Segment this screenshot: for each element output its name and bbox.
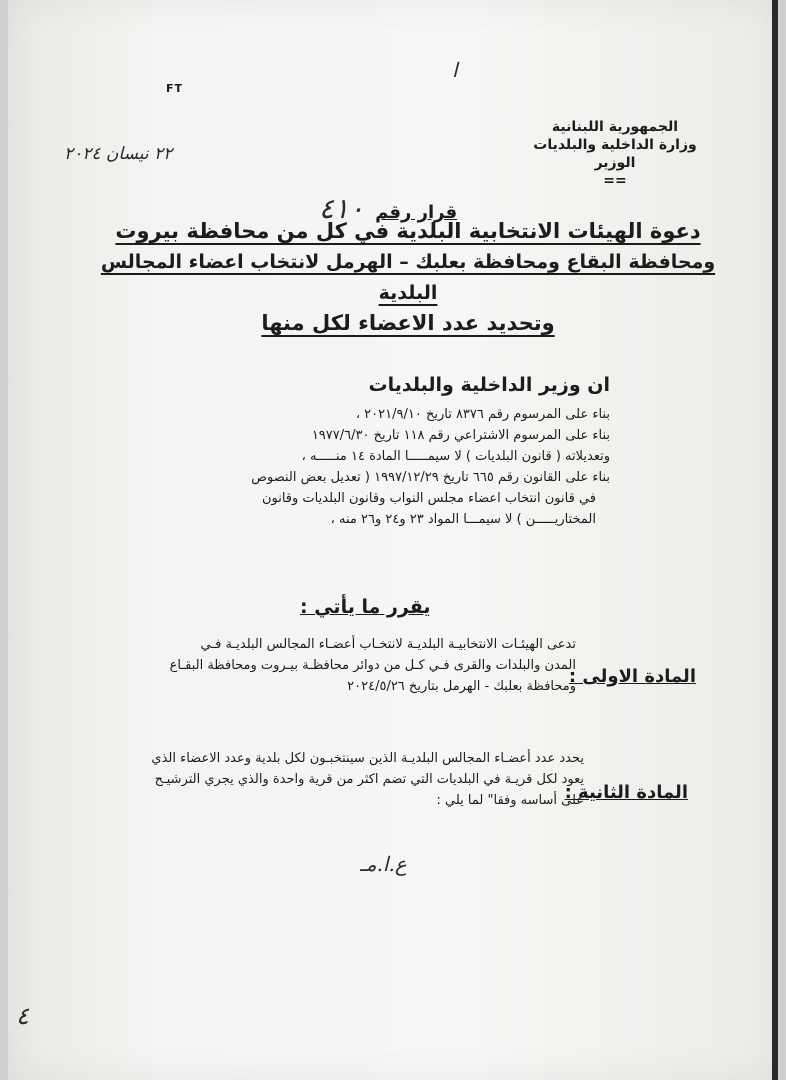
letterhead-republic: الجمهورية اللبنانية: [551, 119, 679, 135]
letterhead-minister: الوزير: [594, 155, 636, 171]
document-page: [8, 0, 778, 1080]
letterhead-divider: ==: [603, 173, 627, 189]
letterhead: [530, 118, 700, 190]
page-edge-shadow: [772, 0, 778, 1080]
decision-title: [88, 216, 728, 338]
handwritten-date: ٢٢ نيسان ٢٠٢٤: [64, 144, 173, 164]
preamble-line: المختاريـــــن ) لا سيمـــا المواد ٢٣ و٢٤ و٢٦ منه ،: [330, 512, 596, 527]
title-line-1: دعوة الهيئات الانتخابية البلدية في كل من محافظة بيروت: [115, 219, 701, 243]
preamble-line: بناء على القانون رقم ٦٦٥ تاريخ ١٩٩٧/١٢/٢٩ ( تعديل بعض النصوص: [251, 470, 610, 485]
article-1-line: المدن والبلدات والقرى فـي كـل من دوائر محافظـة بيـروت ومحافظة البقـاع: [169, 658, 576, 673]
preamble-line: بناء على المرسوم الاشتراعي رقم ١١٨ تاريخ ١٩٧٧/٦/٣٠: [311, 428, 610, 443]
article-2-label: المادة الثانية :: [564, 782, 688, 803]
article-2-text: [48, 748, 584, 811]
title-line-2: ومحافظة البقاع ومحافظة بعلبك – الهرمل لانتخاب اعضاء المجالس البلدية: [100, 251, 716, 304]
article-1-text: [56, 634, 576, 697]
preamble: [160, 404, 610, 530]
decision-label: قرار رقم: [375, 202, 458, 223]
preamble-line: في قانون انتخاب اعضاء مجلس النواب وقانون البلديات وقانون: [261, 491, 596, 506]
article-2-line: يحدد عدد أعضـاء المجالس البلديـة الذين سينتخبـون لكل بلدية وعدد الاعضاء الذي: [151, 751, 584, 766]
title-line-3: وتحديد عدد الاعضاء لكل منها: [261, 311, 555, 335]
handwritten-page-mark: ٤: [16, 1002, 29, 1030]
article-1-label: المادة الاولى :: [568, 666, 696, 687]
article-1-line: تدعى الهيئـات الانتخابيـة البلديـة لانتخـاب أعضـاء المجالس البلديـة فـي: [200, 637, 576, 652]
reference-code: FT: [166, 82, 184, 95]
preamble-line: وتعديلاته ( قانون البلديات ) لا سيمـــــا المادة ١٤ منـــــه ،: [301, 449, 610, 464]
top-pen-mark: ا: [452, 58, 458, 82]
article-2-line: على أساسه وفقا" لما يلي :: [436, 793, 584, 808]
minister-heading: ان وزير الداخلية والبلديات: [368, 374, 610, 396]
article-2-line: يعود لكل قريـة في البلديات التي تضم اكثر من قرية واحدة والذي يجري الترشيـح: [154, 772, 584, 787]
article-1-line: ومحافظة بعلبك - الهرمل بتاريخ ٢٠٢٤/٥/٢٦: [347, 679, 576, 694]
decides-heading: يقرر ما يأتي :: [300, 596, 431, 618]
preamble-line: بناء على المرسوم رقم ٨٣٧٦ تاريخ ٢٠٢١/٩/١٠ ،: [355, 407, 610, 422]
handwritten-initials: ع.ا.مـ: [360, 852, 407, 876]
letterhead-ministry: وزارة الداخلية والبلديات: [533, 137, 697, 153]
decision-number: ٤١٠: [318, 192, 364, 225]
